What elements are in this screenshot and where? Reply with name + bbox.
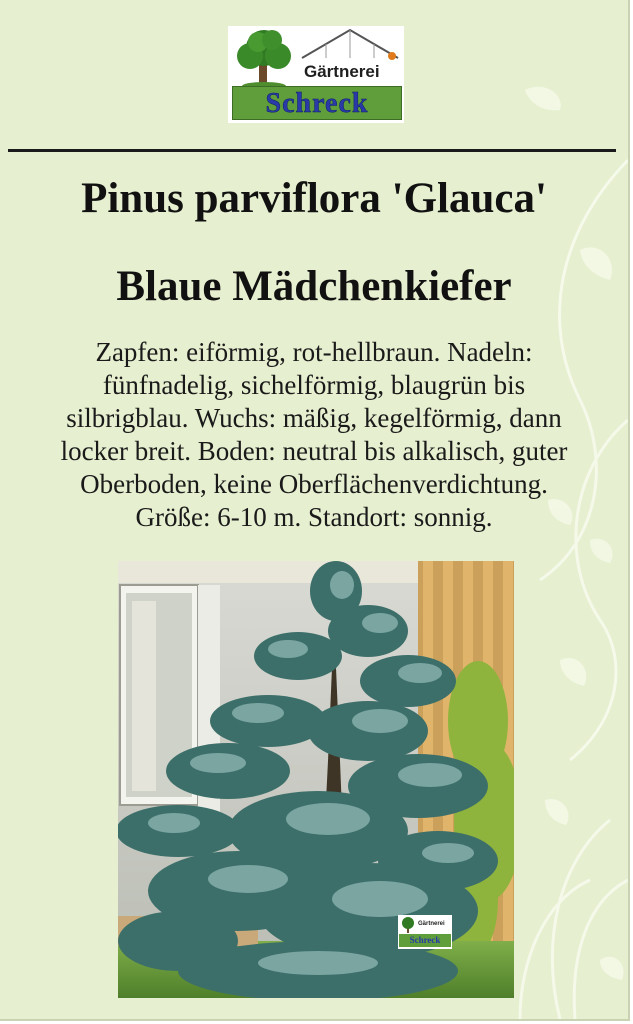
watermark-name: Schreck xyxy=(409,935,441,945)
company-logo xyxy=(228,26,404,123)
watermark-bar xyxy=(399,934,451,947)
description-line: fünfnadelig, sichelförmig, blaugrün bis xyxy=(102,370,526,400)
header-divider xyxy=(8,149,616,152)
latin-name-title: Pinus parviflora 'Glauca' xyxy=(81,175,547,222)
description-line: Oberboden, keine Oberflächenverdichtung. xyxy=(80,469,548,499)
greenhouse-icon xyxy=(298,26,402,66)
company-top-label: Gärtnerei xyxy=(304,62,380,81)
tree-icon xyxy=(228,26,300,92)
common-name-title: Blaue Mädchenkiefer xyxy=(116,263,512,310)
photo-watermark-logo xyxy=(398,915,452,949)
plant-description xyxy=(8,336,620,534)
description-line: silbrigblau. Wuchs: mäßig, kegelförmig, dann xyxy=(66,403,562,433)
company-name: Schreck xyxy=(265,88,369,119)
description-line: Zapfen: eiförmig, rot-hellbraun. Nadeln: xyxy=(95,337,533,367)
watermark-top-label: Gärtnerei xyxy=(418,921,445,927)
description-line: Größe: 6-10 m. Standort: sonnig. xyxy=(135,502,493,532)
company-name-bar xyxy=(232,86,402,120)
tree-icon xyxy=(399,916,417,934)
pine-tree-photo xyxy=(118,561,514,998)
description-line: locker breit. Boden: neutral bis alkalisch, guter xyxy=(60,436,568,466)
